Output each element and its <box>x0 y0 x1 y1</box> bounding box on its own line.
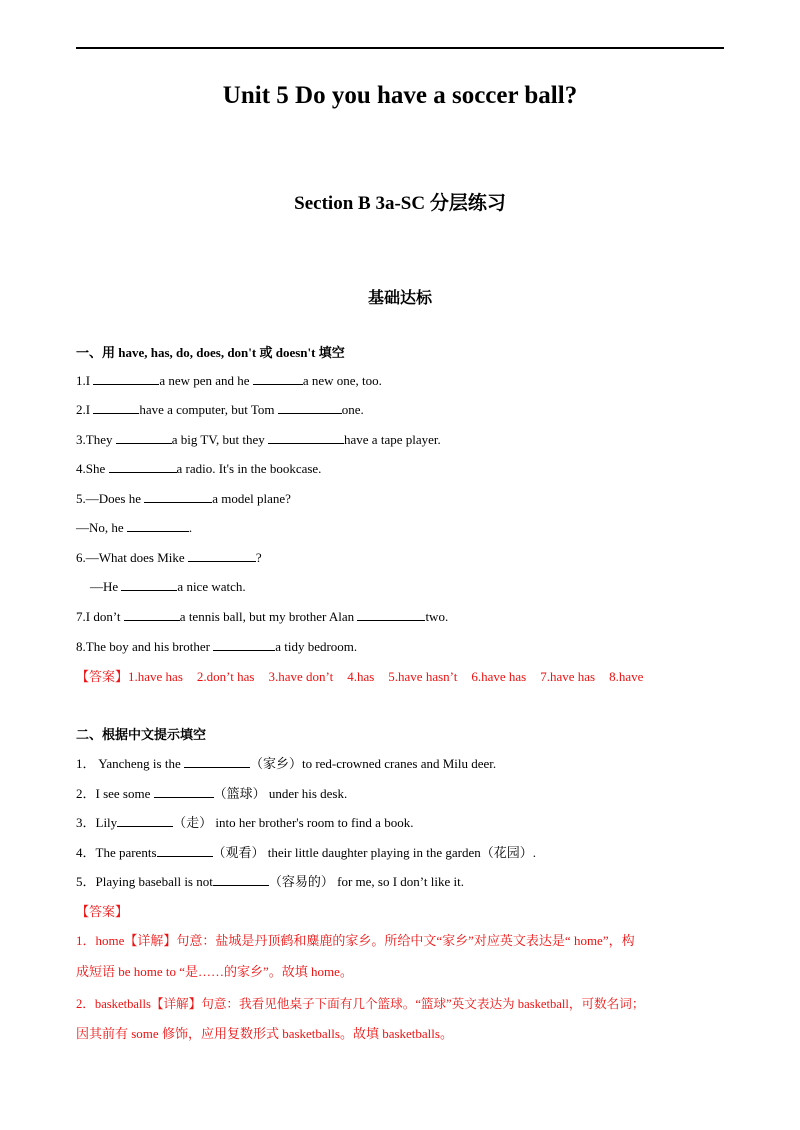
answer-item: 8.have <box>609 669 644 684</box>
answer-item: 2.don’t has <box>196 669 255 684</box>
explanation-line: 2．basketballs【详解】句意：我看见他桌子下面有几个篮球。“篮球”英文表达为 basketball，可数名词； <box>76 997 645 1011</box>
answer-blank[interactable] <box>157 843 213 857</box>
level-heading: 基础达标 <box>367 290 432 307</box>
question-8: 8.The boy and his brother a tidy bedroom. <box>76 639 358 654</box>
answer-blank[interactable] <box>213 637 275 651</box>
answer-blank[interactable] <box>213 872 269 886</box>
answer-blank[interactable] <box>188 548 256 562</box>
answer-item: 5.have hasn’t <box>388 669 458 684</box>
question-2: 2.I have a computer, but Tom one. <box>76 402 364 417</box>
part1-answers <box>76 666 657 685</box>
fill-question-1: 1． Yancheng is the （家乡）to red-crowned cranes and Milu deer. <box>76 756 497 771</box>
explanation-line: 因其前有 some 修饰，应用复数形式 basketballs。故填 basketballs。 <box>76 1026 453 1041</box>
section-subtitle: Section B 3a-SC 分层练习 <box>294 193 506 214</box>
part1-heading: 一、用 have, has, do, does, don't 或 doesn't 填空 <box>76 345 345 360</box>
answer-blank[interactable] <box>357 607 425 621</box>
answer-blank[interactable] <box>268 430 344 444</box>
fill-question-3: 3．Lily （走） into her brother's room to find a book. <box>76 815 414 830</box>
answer-item: 1.have has <box>128 669 183 684</box>
part2-answer-label: 【答案】 <box>76 904 129 919</box>
fill-question-4: 4．The parents （观看） their little daughter playing in the garden（花园）. <box>76 845 537 860</box>
answer-item: 6.have has <box>471 669 527 684</box>
answer-blank[interactable] <box>144 489 212 503</box>
answer-blank[interactable] <box>121 577 177 591</box>
answer-blank[interactable] <box>124 607 180 621</box>
page-title: Unit 5 Do you have a soccer ball? <box>222 82 578 109</box>
answer-item: 4.has <box>347 669 375 684</box>
answer-label: 【答案】 <box>76 669 129 684</box>
answer-blank[interactable] <box>127 518 189 532</box>
fill-question-5: 5．Playing baseball is not （容易的） for me, so I don’t like it. <box>76 874 464 889</box>
answer-blank[interactable] <box>278 400 342 414</box>
answer-blank[interactable] <box>184 754 250 768</box>
question-3: 3.They a big TV, but they have a tape player. <box>76 432 441 447</box>
answer-blank[interactable] <box>117 813 173 827</box>
explanation-line: 1．home【详解】句意：盐城是丹顶鹤和麋鹿的家乡。所给中文“家乡”对应英文表达是“ home”，构 <box>76 933 635 948</box>
answer-blank[interactable] <box>109 459 177 473</box>
question-5: 5.—Does he a model plane? <box>76 491 291 506</box>
answer-blank[interactable] <box>93 400 139 414</box>
answer-blank[interactable] <box>93 371 159 385</box>
answer-item: 3.have don’t <box>268 669 334 684</box>
top-rule <box>76 47 724 49</box>
question-6: 6.—What does Mike ? <box>76 550 262 565</box>
question-4: 4.She a radio. It's in the bookcase. <box>76 461 322 476</box>
question-6-reply: —He a nice watch. <box>90 579 246 594</box>
question-5-reply: —No, he . <box>76 520 193 535</box>
answer-blank[interactable] <box>116 430 172 444</box>
explanation-line: 成短语 be home to “是……的家乡”。故填 home。 <box>76 964 353 979</box>
answer-item: 7.have has <box>540 669 596 684</box>
fill-question-2: 2．I see some （篮球） under his desk. <box>76 786 348 801</box>
question-7: 7.I don’t a tennis ball, but my brother Alan two. <box>76 609 449 624</box>
question-1: 1.I a new pen and he a new one, too. <box>76 373 382 388</box>
part2-heading: 二、根据中文提示填空 <box>76 727 207 742</box>
answer-blank[interactable] <box>154 784 214 798</box>
answer-blank[interactable] <box>253 371 303 385</box>
